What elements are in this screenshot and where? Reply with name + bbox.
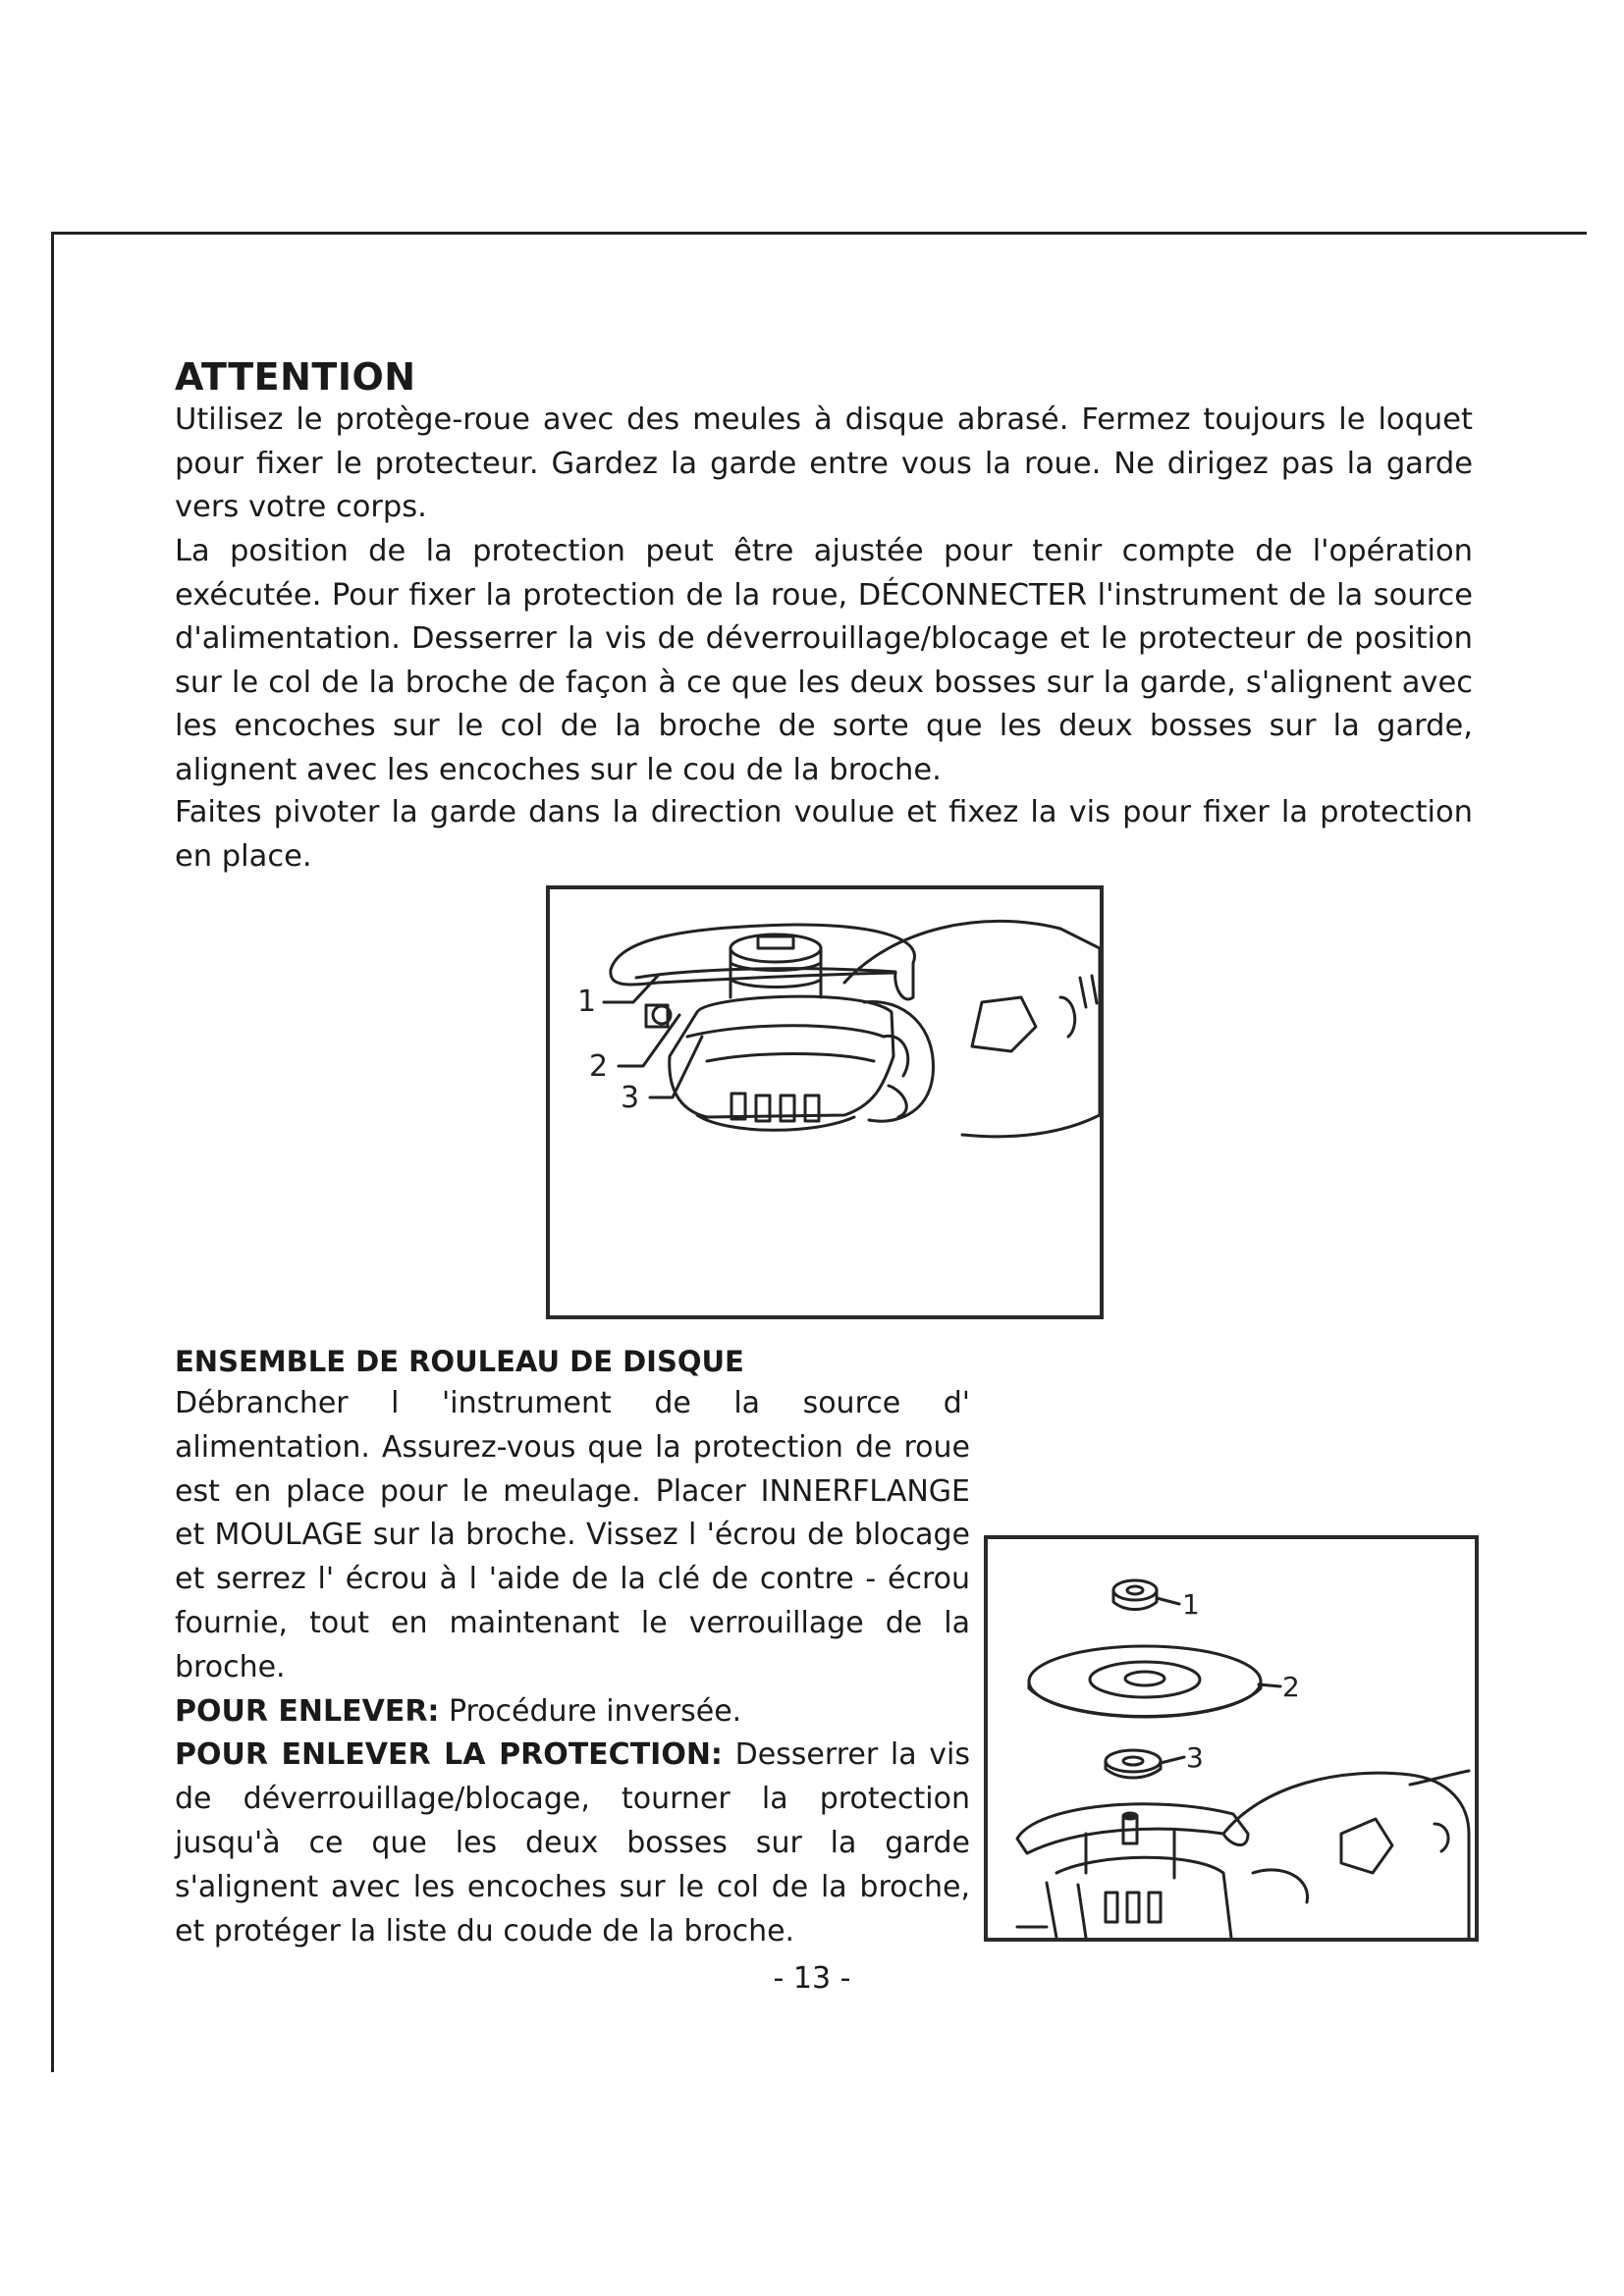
attention-paragraph-2: La position de la protection peut être ajustée pour tenir compte de l'opération exécutée. Pour fixer la protection de la roue, DÉCONNECTER l'instrument de la source d'alimentation. Desserrer la vis de déverrouillage/blocage et le protecteur de position sur le col de la broche de façon à ce que les deux bosses sur la garde, s'alignent avec les encoches sur le col de la broche de sorte que les deux bosses sur la garde, alignent avec les encoches sur le cou de la broche. <box>175 534 1473 787</box>
remove-guard-text: Desserrer la vis de déverrouillage/blocage, tourner la protection jusqu'à ce que les deux bosses sur la garde s'alignent avec les encoches sur le col de la broche, et protéger la liste du coude de la broche. <box>175 1737 970 1949</box>
remove-label: POUR ENLEVER: <box>175 1693 440 1729</box>
figure2-callout-3: 3 <box>1186 1741 1204 1774</box>
angle-grinder-guard-illustration <box>550 889 1100 1315</box>
figure1-callout-1: 1 <box>577 985 597 1019</box>
figure1-callout-2: 2 <box>589 1049 609 1084</box>
disc-assembly-exploded-illustration <box>988 1539 1475 1938</box>
page-number: - 13 - <box>773 1961 851 1996</box>
assembly-heading: ENSEMBLE DE ROULEAU DE DISQUE <box>175 1345 744 1378</box>
attention-paragraph-1: Utilisez le protège-roue avec des meules à disque abrasé. Fermez toujours le loquet pour fixer le protecteur. Gardez la garde entre vous la roue. Ne dirigez pas la garde vers votre corps. <box>175 402 1473 524</box>
disc-assembly-figure <box>984 1535 1479 1942</box>
frame-left-rule <box>51 232 54 2072</box>
guard-adjustment-figure <box>546 885 1104 1319</box>
assembly-instructions <box>175 1382 970 1953</box>
frame-top-rule <box>51 232 1587 235</box>
attention-paragraph-3: Faites pivoter la garde dans la direction voulue et fixez la vis pour fixer la protection en place. <box>175 795 1473 874</box>
figure2-callout-1: 1 <box>1182 1588 1200 1621</box>
attention-heading: ATTENTION <box>175 355 416 399</box>
figure1-callout-3: 3 <box>621 1081 640 1115</box>
assembly-text: Débrancher l 'instrument de la source d' alimentation. Assurez-vous que la protection de roue est en place pour le meulage. Placer INNERFLANGE et MOULAGE sur la broche. Vissez l 'écrou de blocage et serrez l' écrou à l 'aide de la clé de contre - écrou fournie, tout en maintenant le verrouillage de la broche. <box>175 1386 970 1684</box>
remove-guard-label: POUR ENLEVER LA PROTECTION: <box>175 1737 723 1773</box>
remove-text: Procédure inversée. <box>439 1693 742 1729</box>
figure2-callout-2: 2 <box>1282 1671 1300 1703</box>
